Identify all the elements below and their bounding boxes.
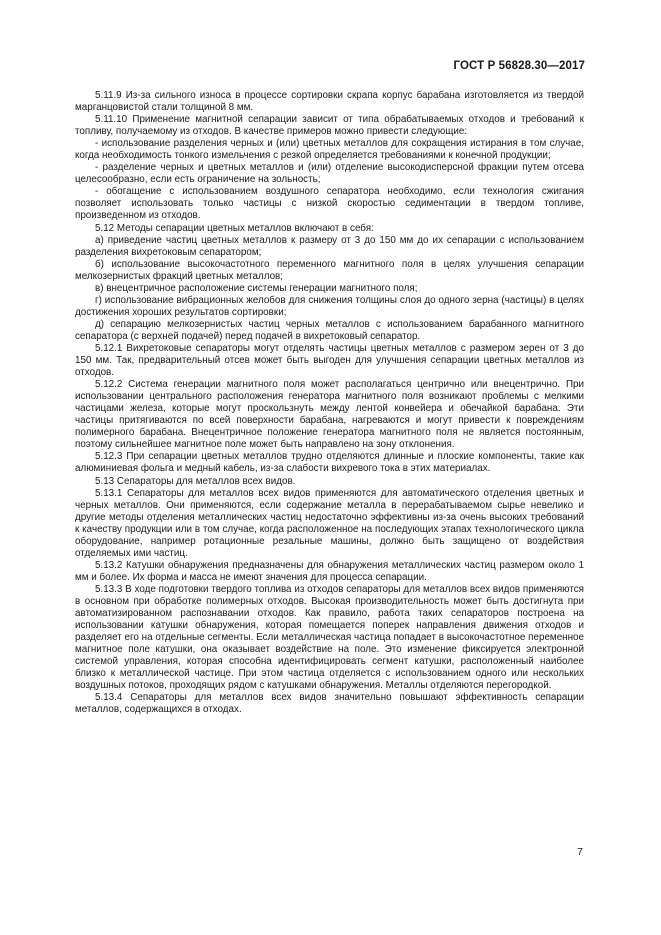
paragraph-5-12-1: 5.12.1 Вихретоковые сепараторы могут отделять частицы цветных металлов с размером зерен от 3 до 150 мм. Так, предварительный отсев может быть выгоден для улучшения сепарации цветных металлов из отходов. [75,342,584,379]
list-item-dash-1: - использование разделения черных и (или) цветных металлов для сокращения истирания в том случае, когда необходимость тонкого измельчения с резкой определяется требованиями к конечной продукции; [75,138,584,162]
document-code: ГОСТ Р 56828.30—2017 [453,60,585,72]
paragraph-5-13-3: 5.13.3 В ходе подготовки твердого топлива из отходов сепараторы для металлов всех видов применяются в основном при обработке полимерных отходов. Высокая производительность может быть достигнута при автоматизированном распознавании отходов. Как правило, работа таких сепараторов построена на использовании катушки обнаружения, которая помещается поперек направления движения отходов и разделяет его на отдельные сегменты. Если металлическая частица попадает в высокочастотное переменное магнитное поле катушки, она оказывает воздействие на поле. Это изменение фиксируется электронной системой управления, которая способна идентифицировать сегмент катушки, расположенный наиболее близко к металлической частице. При этом частица отделяется с использованием одного или нескольких воздушных потоков, проходящих рядом с катушками обнаружения. Металлы отделяются перегородкой. [75,583,584,692]
list-item-dash-3: - обогащение с использованием воздушного сепаратора необходимо, если технология сжигания позволяет использовать только частицы с низкой скоростью седиментации в твердом топливе, произведенном из отходов. [75,186,584,222]
paragraph-5-11-10: 5.11.10 Применение магнитной сепарации зависит от типа обрабатываемых отходов и требований к топливу, получаемому из отходов. В качестве примеров можно привести следующие: [75,114,584,138]
list-item-d: д) сепарацию мелкозернистых частиц черных металлов с использованием барабанного магнитного сепаратора (с верхней подачей) перед подачей в вихретоковый сепаратор. [75,318,584,342]
paragraph-5-13-4: 5.13.4 Сепараторы для металлов всех видов значительно повышают эффективность сепарации металлов, содержащихся в отходах. [75,692,584,716]
paragraph-5-12-2: 5.12.2 Система генерации магнитного поля может располагаться центрично или внецентрично. При использовании центрального расположения генератора магнитного поля возникают проблемы с мелкими частицами железа, которые могут проскользнуть между лентой конвейера и обечайкой барабана. Эти частицы притягиваются по всей поверхности барабана, нагреваются и могут привести к повреждениям полимерного барабана. Внецентричное положение генератора магнитного поля не является постоянным, поэтому сильнейшее магнитное поле может быть направлено на зону отклонения. [75,379,584,451]
list-item-b: б) использование высокочастотного переменного магнитного поля в целях улучшения сепарации мелкозернистых фракций цветных металлов; [75,258,584,282]
paragraph-5-13-1: 5.13.1 Сепараторы для металлов всех видов применяются для автоматического отделения цветных и черных металлов. Они применяются, если содержание металла в перерабатываемом сырье невелико и другие методы отделения металлических частиц недостаточно эффективны из-за очень высоких требований к качеству продукции или в том случае, когда расположенное на последующих этапах технологического цикла оборудование, например ротационные резальные машины, должно быть защищено от воздействия отделяемых ими частиц. [75,487,584,559]
paragraph-5-13-2: 5.13.2 Катушки обнаружения предназначены для обнаружения металлических частиц размером около 1 мм и более. Их форма и масса не имеют значения для процесса сепарации. [75,559,584,583]
paragraph-5-12: 5.12 Методы сепарации цветных металлов включают в себя: [95,222,374,234]
list-item-v: в) внецентричное расположение системы генерации магнитного поля; [95,282,418,294]
paragraph-5-13: 5.13 Сепараторы для металлов всех видов. [95,475,296,487]
list-item-g: г) использование вибрационных желобов для снижения толщины слоя до одного зерна (частицы) в целях достижения хороших результатов сортировки; [75,294,584,318]
paragraph-5-12-3: 5.12.3 При сепарации цветных металлов трудно отделяются длинные и плоские компоненты, такие как алюминиевая фольга и медный кабель, из-за слабости вихревого тока в этих материалах. [75,451,584,475]
document-body [75,90,584,716]
page-number: 7 [577,846,583,858]
list-item-dash-2: - разделение черных и цветных металлов и (или) отделение высокодисперсной фракции путем отсева целесообразно, если есть ограничение на зольность; [75,162,584,186]
paragraph-5-11-9: 5.11.9 Из-за сильного износа в процессе сортировки скрапа корпус барабана изготовляется из твердой марганцовистой стали толщиной 8 мм. [75,90,584,114]
list-item-a: а) приведение частиц цветных металлов к размеру от 3 до 150 мм до их сепарации с использованием разделения вихретоковым сепаратором; [75,234,584,258]
